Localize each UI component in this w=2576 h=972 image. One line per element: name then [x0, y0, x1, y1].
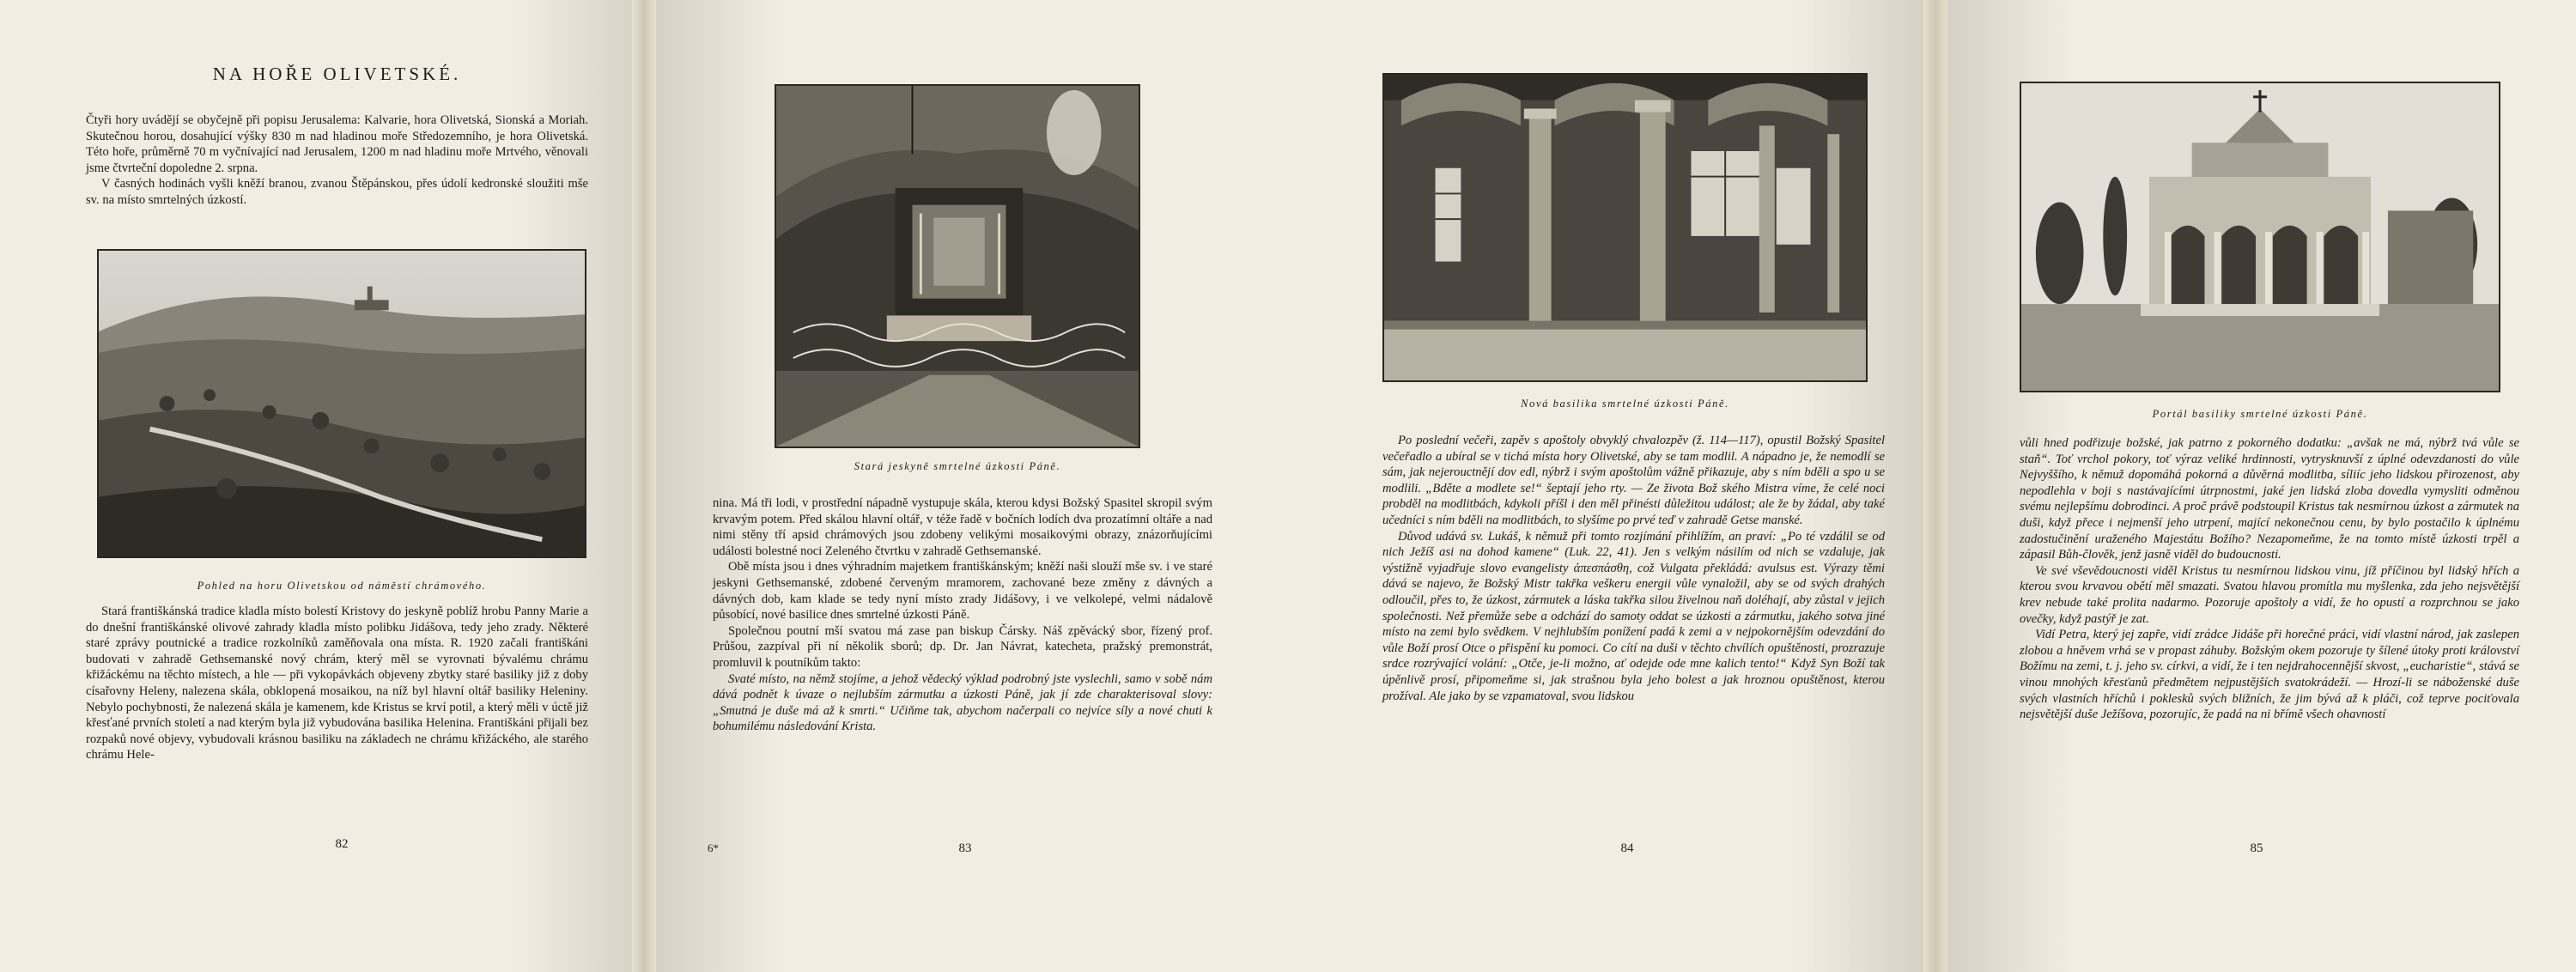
page-number: 84: [1620, 841, 1634, 855]
photo-old-grotto: [775, 84, 1140, 448]
photo-caption: Stará jeskyně smrtelné úzkosti Páně.: [854, 460, 1061, 472]
body-text: [713, 495, 1212, 735]
right-spread: [1288, 0, 2576, 972]
page-84: [1288, 0, 1923, 972]
page-number: 82: [335, 837, 349, 851]
signature-mark: 6*: [708, 841, 719, 854]
body-paragraph: Stará františkánská tradice kladla místo bolestí Kristovy do jeskyně poblíž hrobu Panny Marie a do dnešní františkánské olivové zahrady kladla místo polibku Jidášova, tedy jeho zrady. Některé staré zprávy poutnické a tradice rozkolníků zaměňovala ona místa. R. 1920 začali františkáni budovati v zahradě Gethsemanské nový chrám, který měl se vyrovnati bývalému chrámu křižáckému na těchto místech, a hle — při vykopávkách objeveny zbytky staré basiliky již z doby císařovny Heleny, nalezena skála, obklopená mosaikou, na níž byl hlavní oltář basiliky Heleniny. Nebylo pochybnosti, že nalezená skála je kamenem, kde Kristus se krví potil, a který měli v úctě již křesťané prvních století a nad kterým byla již vybudována basilika Helenina. Františkáni přijali bez rozpaků nové objevy, vybudovali krásnou basiliku na základech ne chrámu křižáckého, ale starého chrámu Hele-: [86, 604, 588, 762]
page-82: [0, 0, 644, 972]
photo-caption: Pohled na horu Olivetskou od náměstí chrámového.: [197, 580, 487, 592]
page-83: [656, 0, 1288, 972]
body-paragraph-3: Vidí Petra, který jej zapře, vidí zrádce Jidáše při horečné práci, vidí vlastní národ, jak zaslepen zlobou a hněvem vrhá se v propast záhuby. Božským okem pozoruje ty šílené útoky proti království Božímu na zemi, t. j. jeho sv. církvi, a vidí, že i ten nejdrahocennější skvost, „eucharistie“, stává se vinou mnohých křesťanů předmětem nejpustějších svatokrádeží. — Hrozí-li se náboženské duše svých vlastních hříchů i poklesků svých bližních, že jim bývá až k pláči, což teprve pociťovala nejsvětější duše Ježíšova, pozorujíc, že padá na ni břímě všech ohavností: [2020, 628, 2519, 722]
photo-caption: Portál basiliky smrtelné úzkosti Páně.: [2152, 408, 2368, 420]
body-paragraph-3: Společnou poutní mší svatou má zase pan biskup Čársky. Náš zpěvácký sbor, řízený prof. Průšou, zazpíval při ní několik sborů; dp. Dr. Jan Návrat, katecheta, pražský premonstrát, promluvil k poutníkům takto:: [713, 623, 1212, 670]
intro-paragraph-2: V časných hodinách vyšli kněží branou, zvanou Štěpánskou, přes údolí kedronské sloužiti mše sv. na místo smrtelných úzkostí.: [86, 177, 588, 207]
book-gutter: [632, 0, 656, 972]
page-number: 85: [2250, 841, 2263, 855]
page-title: NA HOŘE OLIVETSKÉ.: [212, 64, 462, 84]
speech-paragraph: Svaté místo, na němž stojíme, a jehož vědecký výklad podrobný jste vyslechli, samo v sobě nám dává podnět k úvaze o nejlubším zármutku a úzkosti Páně, jak jí zde charakterisoval slovy: „Smutná je duše má až k smrti.“ Učiňme tak, abychom načerpali co nejvíce síly a nové chuti k bohumilému následování Krista.: [713, 671, 1212, 734]
page-number: 83: [958, 841, 972, 855]
photo-caption: Nová basilika smrtelné úzkosti Páně.: [1521, 398, 1729, 410]
body-paragraph-1: nina. Má tři lodi, v prostřední nápadně vystupuje skála, kterou kdysi Božský Spasitel skropil svým krvavým potem. Před skálou hlavní oltář, v téže řadě v bočních lodích dva prozatímní oltáře a nad nimi stěny tří apsid chrámových jsou zdobeny velikými mosaikovými obrazy, znázorňujícími události bolestné noci Zeleného čtvrtku v zahradě Gethsemanské.: [713, 496, 1212, 558]
body-paragraph-1: vůli hned podřizuje božské, jak patrno z pokorného dodatku: „avšak ne má, nýbrž tvá vůle se staň“. Toť vrchol pokory, toť výraz veliké hrdinnosti, vytrysknuvší z úplné odevzdanosti do vůle Nejvyššího, k němuž dopomáhá pokorná a důvěrná modlitba, síliíc jeho lidskou přirozenost, aby nepodlehla v boji s nastávajícími útrpnostmi, jaké jen lidská zloba dovedla vymysliti odměnou svému nejlepšímu dobrodinci. A proč právě podstoupil Kristus tak nesmírnou úzkost a zármutek na duši, když přece i nejmenší jeho utrpení, mající nekonečnou cenu, by bylo postačilo k úplnému zadostučinění uraženého Majestátu Božího? Nezapomeňme, že na tomto místě úzkosti trpěl a zápasil Bůh-člověk, jenž jasně viděl do budoucnosti.: [2020, 436, 2519, 562]
body-paragraph-2: Ve své vševědoucnosti viděl Kristus tu nesmírnou lidskou vinu, jíž příčinou byl lidský hřích a kterou svou krvavou obětí měl smazati. Svatou hlavou promítla mu myšlenka, zda jeho nejsvětější krev nebude také prolita nadarmo. Pozoruje apoštoly a vidí, že ho opustí a rozprchnou se jako ovečky, když pastýř je zat.: [2020, 563, 2519, 626]
body-paragraph-1: Po poslední večeři, zapěv s apoštoly obvyklý chvalozpěv (ž. 114—117), opustil Božský Spasitel večeřadlo a ubíral se v tichá místa hory Olivetské, aby se tam modlil. A nápadno je, že nemodlí se sám, jak nejerouctnějí dov edl, nýbrž i svým apoštolům vážně přikazuje, aby s ním bděli a spo u se modlili. „Bděte a modlete se!“ šeptají jeho rty. — Ze života Bož ského Mistra víme, že celé noci probděl na modlitbách, kdykoli příšl i den měl přinésti důležitou událost; ale že by žádal, aby také učedníci s ním bděli na modlitbách, to slyšíme po prvé teď v zahradě Getse manské.: [1382, 434, 1885, 527]
page-85: [1947, 0, 2576, 972]
body-paragraph-2: Obě místa jsou i dnes výhradním majetkem františkánským; kněží naši slouží mše sv. i ve staré jeskyni Gethsemanské, zdobené červeným mramorem, zachované beze změny z dávných a dávných dob, kam klade se tedy nyní místo zrady Jidášovy, i ve velkolepé, velmi nádalově působící, nové basilice dnes smrtelné úzkosti Páně.: [713, 560, 1212, 623]
intro-paragraph-1: Čtyři hory uvádějí se obyčejně při popisu Jerusalema: Kalvarie, hora Olivetská, Sionská a Moriah. Skutečnou horou, dosahující výšky 830 m nad hladinou moře Středozemního, je hora Olivetská. Této hoře, průměrně 70 m vyčnívající nad Jerusalem, 1200 m nad hladinu moře Mrtvého, věnovali jsme čtvrteční dopoledne 2. srpna.: [86, 113, 588, 175]
photo-mount-of-olives-view: [97, 249, 586, 558]
body-text: [86, 604, 588, 763]
body-text: [1382, 433, 1885, 704]
photo-basilica-portal: [2020, 82, 2500, 392]
photo-new-basilica-interior: [1382, 73, 1868, 382]
intro-text: [86, 112, 588, 209]
body-text: [2020, 435, 2519, 723]
body-paragraph-2: Důvod udává sv. Lukáš, k němuž při tomto rozjímání přihlížím, an praví: „Po té vzdálil se od nich Ježíš asi na dohod kamene“ (Luk. 22, 41). Jen s velkým násilím od nich se vzdaluje, jak výstižně vyjadřuje slovo evangelisty ἀπεσπάσθη, což Vulgata překládá: avulsus est. Výrazy těmi dává se najevo, že Božský Mistr takřka veškeru energii vůle vynaložil, aby se od svých drahých odloučil, přes to, že úzkost, zármutek a láska takřka silou živelnou naň doléhají, aby zůstal v jejich společnosti. Než přemůže sebe a odchází do samoty oddat se úzkosti a zármutku, jakého sotva jiné místo na zemi bylo svědkem. V nejhlubším ponížení padá k zemi a v nejpokornějším odevzdání do vůle Boží prosí Otce o přispění ku pomoci. Co cítí na duši v těchto chvílích opuštěnosti, prozrazuje srdce rozrývající volání: „Otče, je-li možno, ať odejde ode mne kalich tento!“ Když Syn Boží tak úpěnlivě prosí, připomeňme si, jak strašnou byla jeho bolest a jak hroznou opuštěnost, kterou prožíval. Ale jako by se vzpamatoval, svou lidskou: [1382, 529, 1885, 703]
book-gutter: [1923, 0, 1947, 972]
